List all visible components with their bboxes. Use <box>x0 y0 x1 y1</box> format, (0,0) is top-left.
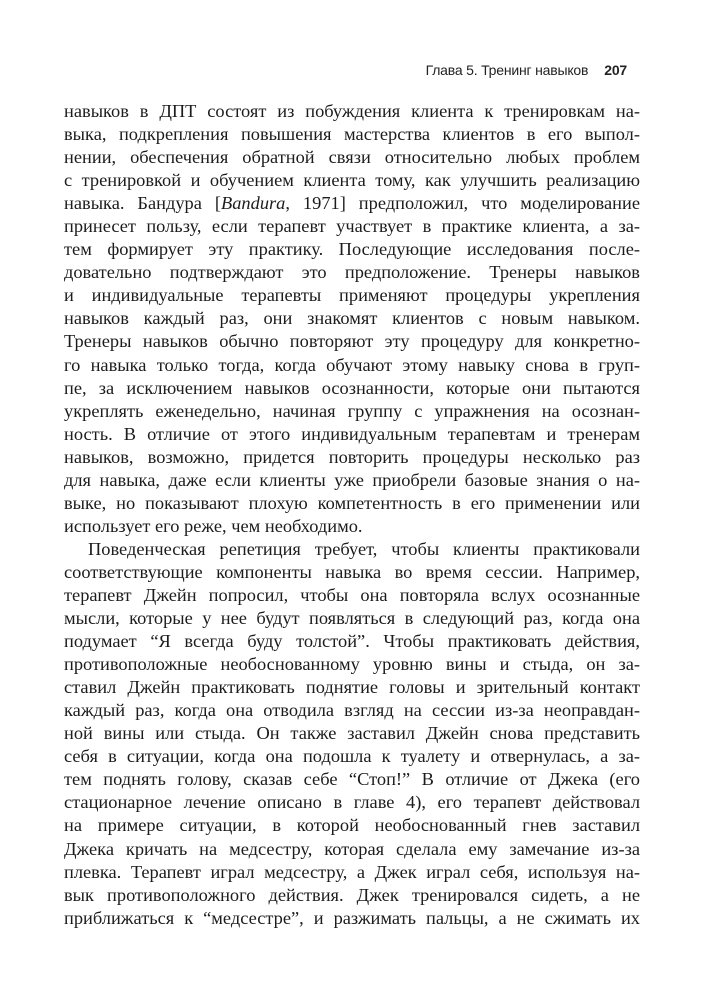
text-line: го навыка только тогда, когда обучают этому навыку снова в груп- <box>64 354 640 375</box>
chapter-title: Глава 5. Тренинг навыков <box>425 62 589 78</box>
text-line: соответствующие компоненты навыка во время сессии. Например, <box>64 561 640 582</box>
text-line: и индивидуальные терапевты применяют процедуры укрепления <box>64 285 640 306</box>
text-line: плевка. Терапевт играл медсестру, а Джек играл себя, используя на- <box>64 861 640 882</box>
text-line: навыков, возможно, придется повторить процедуры несколько раз <box>64 446 640 467</box>
text-line: принесет пользу, если терапевт участвует в практике клиента, а за- <box>64 216 640 237</box>
text-line: мысли, которые у нее будут появляться в следующий раз, когда она <box>64 608 640 629</box>
text-line: на примере ситуации, в которой необоснованный гнев заставил <box>64 815 640 836</box>
paragraph-1 <box>64 100 640 538</box>
text-line: для навыка, даже если клиенты уже приобрели базовые знания о на- <box>64 469 640 490</box>
text-line: каждый раз, когда она отводила взгляд на сессии из-за неоправдан- <box>64 700 640 721</box>
text-line: тем формирует эту практику. Последующие исследования после- <box>64 239 640 260</box>
text-line: тем поднять голову, сказав себе “Стоп!” В отличие от Джека (его <box>64 769 640 790</box>
running-header <box>426 62 627 78</box>
text-line: Поведенческая репетиция требует, чтобы клиенты практиковали <box>88 538 640 559</box>
body-text <box>64 100 640 930</box>
text-line: противоположные необоснованному уровню вины и стыда, он за- <box>64 654 640 675</box>
text-line: ной вины или стыда. Он также заставил Джейн снова представить <box>64 723 640 744</box>
paragraph-2 <box>64 538 640 930</box>
text-line: укреплять еженедельно, начиная группу с упражнения на осознан- <box>64 400 640 421</box>
text-line: пе, за исключением навыков осознанности, которые они пытаются <box>64 377 640 398</box>
text-line: приближаться к “медсестре”, и разжимать пальцы, а не сжимать их <box>64 907 640 928</box>
text-line: подумает “Я всегда буду толстой”. Чтобы практиковать действия, <box>64 631 640 652</box>
text-line: навыков каждый раз, они знакомят клиентов с новым навыком. <box>64 308 640 329</box>
text-line: довательно подтверждают это предположение. Тренеры навыков <box>64 262 640 283</box>
text-line: ставил Джейн практиковать поднятие головы и зрительный контакт <box>64 677 640 698</box>
text-line: вык противоположного действия. Джек тренировался сидеть, а не <box>64 884 640 905</box>
citation-author: Bandura <box>221 193 286 214</box>
text-line: себя в ситуации, когда она подошла к туалету и отвернулась, а за- <box>64 746 640 767</box>
text-line: навыка. Бандура [Bandura, 1971] предположил, что моделирование <box>64 193 640 214</box>
text-line: использует его реже, чем необходимо. <box>64 515 363 536</box>
text-line: Тренеры навыков обычно повторяют эту процедуру для конкретно- <box>64 331 640 352</box>
text-line: Джека кричать на медсестру, которая сделала ему замечание из-за <box>64 838 640 859</box>
text-line: стационарное лечение описано в главе 4), его терапевт действовал <box>64 792 640 813</box>
text-line: ность. В отличие от этого индивидуальным терапевтам и тренерам <box>64 423 640 444</box>
text-line: выке, но показывают плохую компетентность в его применении или <box>64 492 640 513</box>
page-number: 207 <box>604 62 627 78</box>
text-line: навыков в ДПТ состоят из побуждения клиента к тренировкам на- <box>64 101 640 121</box>
text-line: терапевт Джейн попросил, чтобы она повторяла вслух осознанные <box>64 584 640 605</box>
text-line: с тренировкой и обучением клиента тому, как улучшить реализацию <box>64 170 640 191</box>
text-line: нении, обеспечения обратной связи относительно любых проблем <box>64 147 640 168</box>
text-line: выка, подкрепления повышения мастерства клиентов в его выпол- <box>64 124 640 145</box>
